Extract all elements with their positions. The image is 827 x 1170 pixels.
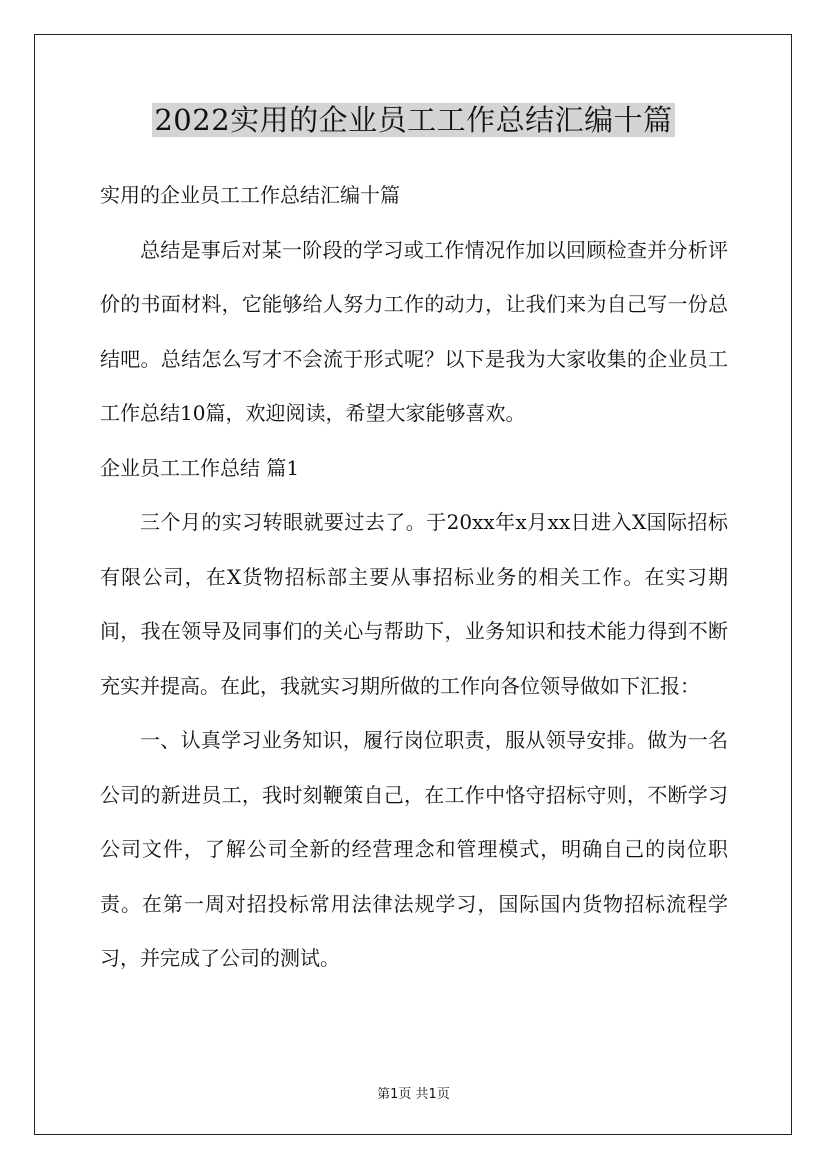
- document-title-text: 2022实用的企业员工工作总结汇编十篇: [154, 103, 673, 137]
- section-heading: 企业员工工作总结 篇1: [100, 455, 300, 480]
- body-paragraph: 一、认真学习业务知识，履行岗位职责，服从领导安排。做为一名公司的新进员工，我时刻鞭策自己，在工作中恪守招标守则，不断学习公司文件，了解公司全新的经营理念和管理模式，明确自己的岗位职责。在第一周对招投标常用法律法规学习，国际国内货物招标流程学习，并完成了公司的测试。: [100, 728, 728, 970]
- page-number-footer: 第1页 共1页: [377, 1087, 450, 1102]
- document-body: [100, 168, 728, 986]
- body-paragraph: 三个月的实习转眼就要过去了。于20xx年x月xx日进入X国际招标有限公司，在X货物招标部主要从事招标业务的相关工作。在实习期间，我在领导及同事们的关心与帮助下，业务知识和技术能力得到不断充实并提高。在此，我就实习期所做的工作向各位领导做如下汇报：: [100, 510, 728, 698]
- document-title: [0, 98, 827, 142]
- document-subtitle: 实用的企业员工工作总结汇编十篇: [100, 183, 400, 207]
- intro-paragraph: 总结是事后对某一阶段的学习或工作情况作加以回顾检查并分析评价的书面材料，它能够给人努力工作的动力，让我们来为自己写一份总结吧。总结怎么写才不会流于形式呢？以下是我为大家收集的企业员工工作总结10篇，欢迎阅读，希望大家能够喜欢。: [100, 237, 728, 425]
